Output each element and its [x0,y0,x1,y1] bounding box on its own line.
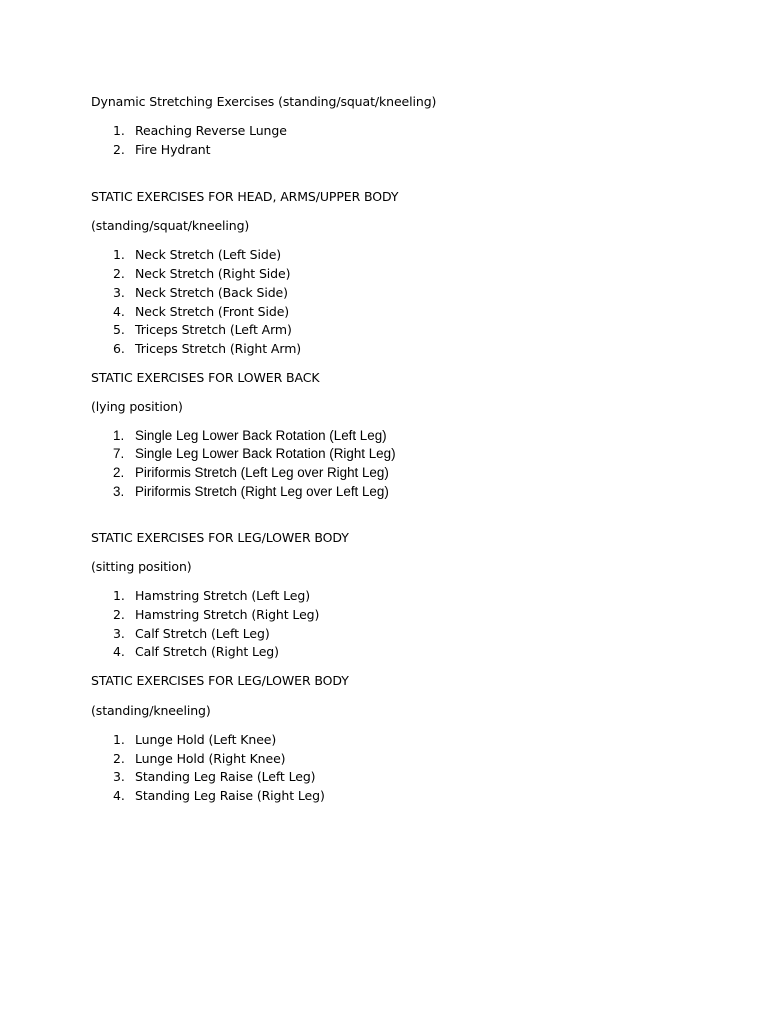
list-number: 3. [113,626,125,641]
list-number: 7. [113,446,125,461]
list-item [113,446,396,462]
list-number: 5. [113,322,125,337]
list-number: 2. [113,465,125,480]
list-number: 3. [113,285,125,300]
list-item [113,751,285,767]
section-title-dynamic: Dynamic Stretching Exercises (standing/squat/kneeling) [91,94,437,109]
list-label: Piriformis Stretch (Left Leg over Right Leg) [135,465,389,480]
list-label: Triceps Stretch (Right Arm) [135,341,302,356]
list-number: 4. [113,788,125,803]
list-label: Calf Stretch (Left Leg) [135,626,270,641]
list-item [113,484,389,500]
list-label: Standing Leg Raise (Left Leg) [135,769,316,784]
list-label: Neck Stretch (Right Side) [135,266,291,281]
list-label: Reaching Reverse Lunge [135,123,287,138]
list-label: Standing Leg Raise (Right Leg) [135,788,325,803]
section-subtitle-lower-body-sitting: (sitting position) [91,559,192,574]
list-label: Hamstring Stretch (Right Leg) [135,607,320,622]
list-item [113,341,301,357]
list-label: Lunge Hold (Left Knee) [135,732,277,747]
list-item [113,266,290,282]
list-number: 2. [113,607,125,622]
list-label: Calf Stretch (Right Leg) [135,644,279,659]
list-item [113,322,292,338]
list-number: 1. [113,588,125,603]
list-number: 3. [113,769,125,784]
section-title-lower-body-sitting: STATIC EXERCISES FOR LEG/LOWER BODY [91,530,349,545]
list-number: 6. [113,341,125,356]
list-item [113,123,287,139]
list-label: Neck Stretch (Front Side) [135,304,290,319]
list-label: Lunge Hold (Right Knee) [135,751,286,766]
list-item [113,588,310,604]
list-number: 3. [113,484,125,499]
list-item [113,644,279,660]
list-item [113,732,276,748]
list-number: 2. [113,751,125,766]
list-item [113,607,319,623]
list-item [113,465,389,481]
list-item [113,247,281,263]
list-number: 2. [113,266,125,281]
list-number: 4. [113,304,125,319]
list-number: 1. [113,732,125,747]
list-number: 4. [113,644,125,659]
list-item [113,304,289,320]
section-subtitle-lower-body-standing: (standing/kneeling) [91,703,211,718]
list-item [113,769,315,785]
list-item [113,626,270,642]
section-title-upper-body: STATIC EXERCISES FOR HEAD, ARMS/UPPER BODY [91,189,399,204]
list-item [113,788,325,804]
list-label: Single Leg Lower Back Rotation (Right Leg) [135,446,396,461]
list-number: 1. [113,428,125,443]
section-title-lower-body-standing: STATIC EXERCISES FOR LEG/LOWER BODY [91,673,349,688]
list-label: Single Leg Lower Back Rotation (Left Leg) [135,428,387,443]
list-number: 1. [113,123,125,138]
list-item [113,428,387,444]
list-item [113,285,288,301]
list-label: Piriformis Stretch (Right Leg over Left Leg) [135,484,389,499]
list-label: Fire Hydrant [135,142,211,157]
list-number: 1. [113,247,125,262]
list-label: Triceps Stretch (Left Arm) [135,322,292,337]
list-number: 2. [113,142,125,157]
section-subtitle-upper-body: (standing/squat/kneeling) [91,218,250,233]
section-subtitle-lower-back: (lying position) [91,399,183,414]
list-label: Neck Stretch (Back Side) [135,285,288,300]
section-title-lower-back: STATIC EXERCISES FOR LOWER BACK [91,370,320,385]
list-label: Hamstring Stretch (Left Leg) [135,588,310,603]
list-label: Neck Stretch (Left Side) [135,247,282,262]
list-item [113,142,210,158]
